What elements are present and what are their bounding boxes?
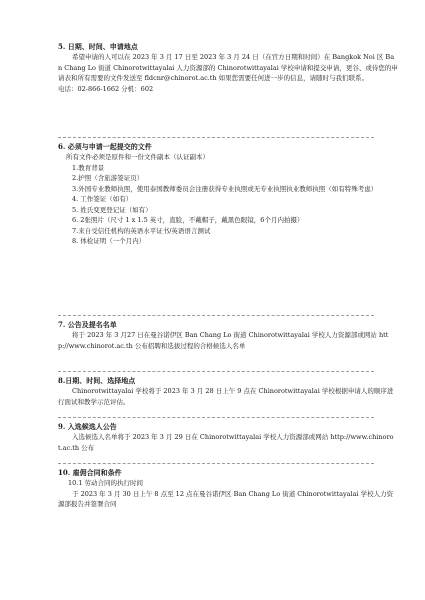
section-divider xyxy=(58,417,374,418)
document-item: 4. 工作签证（如有） xyxy=(72,195,133,203)
section-10-text: 于 2023 年 3 月 30 日上午 8 点至 12 点在曼谷诺伊区 Ban Chang Lo 街道 Chinorotwittayalai 学校人力资源部报告并签署合同 xyxy=(58,489,394,508)
section-6-intro: 所有文件必须是原件和一份文件副本（认证副本） xyxy=(66,153,209,161)
section-10-heading: 10. 雇佣合同和条件 xyxy=(58,468,122,477)
section-divider xyxy=(58,463,374,464)
section-7-heading: 7. 公告及提名名单 xyxy=(58,320,117,329)
section-9-text: 入选候选人名单将于 2023 年 3 月 29 日在 Chinorotwittayalai 学校人力资源部或网站 http://www.chinorot.ac.th 公布 xyxy=(58,433,394,452)
section-10 xyxy=(58,468,398,510)
section-9-heading: 9. 入选候选人公告 xyxy=(58,422,117,431)
document-item: 3.外国专业教师执照，使用泰国教师委员会注册获得专业执照或无专业执照执业教师执照（如有特殊考虑） xyxy=(72,184,378,193)
section-6 xyxy=(58,142,398,247)
section-5-phone: 电话：02-866-1662 分机：602 xyxy=(58,84,154,93)
document-item: 7.来自受信任机构的英语水平证书/英语语言测试 xyxy=(72,226,211,235)
section-divider xyxy=(58,371,374,372)
document-item: 6. 2张照片（尺寸 1 x 1.5 英寸，直脸，不戴帽子，戴黑色眼镜，6个月内拍摄） xyxy=(72,216,304,224)
section-7 xyxy=(58,320,398,351)
section-6-heading: 6. 必须与申请一起提交的文件 xyxy=(58,142,152,151)
section-5-paragraph: 希望申请的人可以在 2023 年 3 月 17 日至 2023 年 3 月 24 日（在官方日期和时间）在 Bangkok Noi 区 Ban Chang Lo 街道 Chinorotwittayalai 人力资源部的 Chinorotwittayalai 学校申请和提交申请，更谷、或待您的申请表和所有需要的文件发送至 fldcnr@chinorot.ac.th 如果您需要任何进一步的信息，请随时与我们联系。 xyxy=(58,53,398,82)
section-8 xyxy=(58,376,398,407)
document-item: 2.护照（含旅游签证页） xyxy=(72,174,144,182)
section-9 xyxy=(58,422,398,453)
section-divider xyxy=(58,137,374,138)
section-10-subheading: 10.1 劳动合同的执行时间 xyxy=(68,479,144,487)
section-divider xyxy=(58,315,374,316)
section-5-heading: 5. 日期、时间、申请地点 xyxy=(58,42,138,51)
section-7-text: 将于 2023 年 3 月27 日在曼谷诺伊区 Ban Chang Lo 街道 Chinorotwittayalai 学校人力资源部或网站 http://www.chinorot.ac.th 公布招聘和选拔过程的合格候选人名单 xyxy=(58,331,389,350)
section-8-heading: 8.日期、时间、选择地点 xyxy=(58,376,136,385)
document-item: 8. 体检证明（一个月内） xyxy=(72,237,146,245)
document-item: 1.教育背景 xyxy=(72,163,105,172)
document-item: 5. 姓氏变更登记证（如有） xyxy=(72,205,152,214)
section-5 xyxy=(58,42,398,94)
section-8-text: Chinorotwittayalai 学校将于 2023 年 3 月 28 日上午 9 点在 Chinorotwittayalai 学校根据申请人的顺序进行面试和教学示范评估。 xyxy=(58,387,394,406)
